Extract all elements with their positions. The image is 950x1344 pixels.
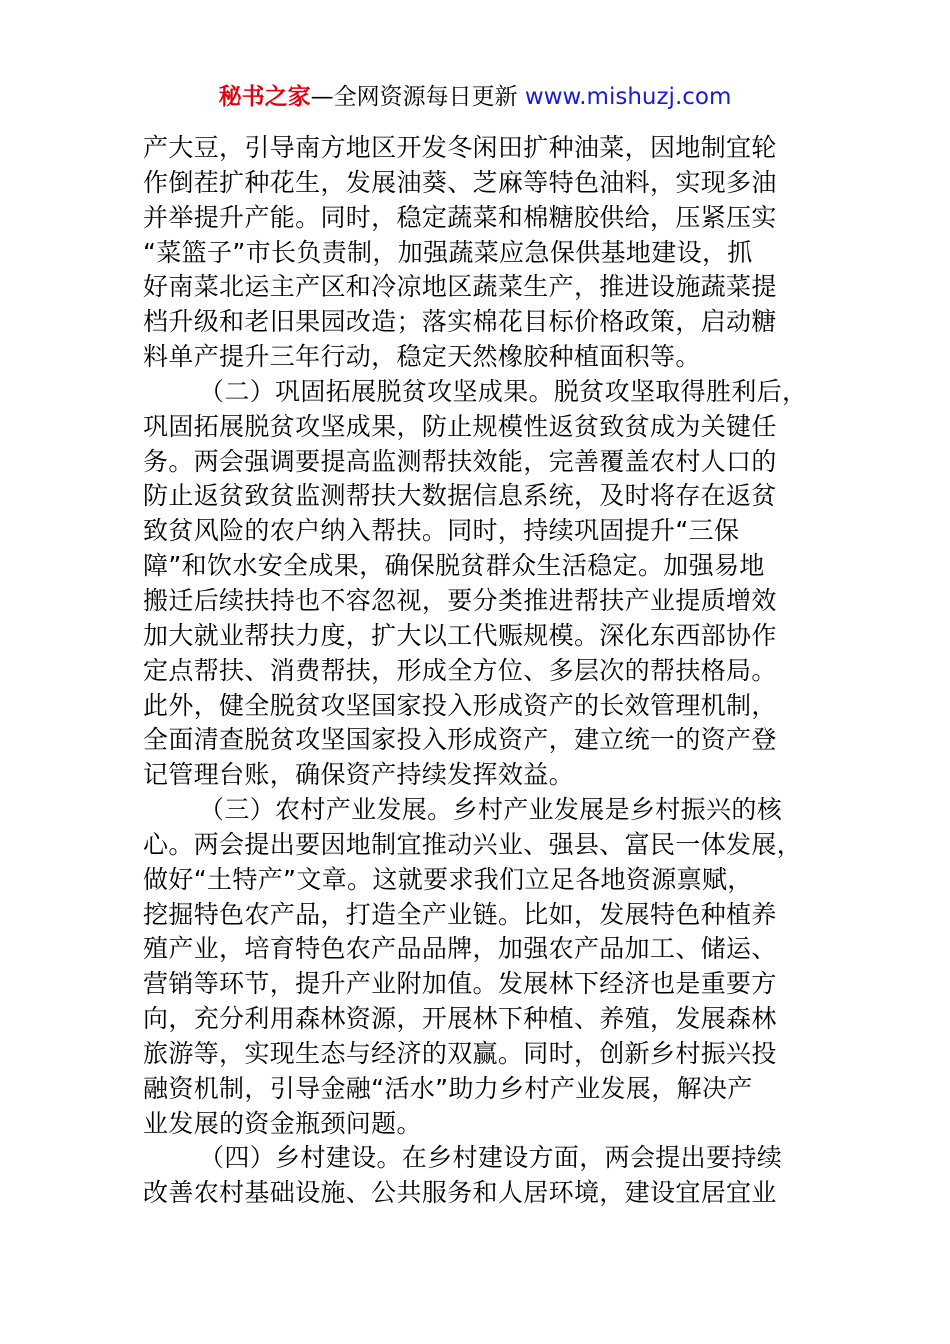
text-line: 做好“土特产”文章。这就要求我们立足各地资源禀赋， xyxy=(143,864,753,894)
text-line: 营销等环节，提升产业附加值。发展林下经济也是重要方 xyxy=(143,969,777,999)
paragraph-start-line: （二）巩固拓展脱贫攻坚成果。脱贫攻坚取得胜利后， xyxy=(199,376,808,406)
text-line: 障”和饮水安全成果，确保脱贫群众生活稳定。加强易地 xyxy=(143,551,765,581)
document-body xyxy=(143,131,833,1211)
site-tagline: —全网资源每日更新 xyxy=(310,84,525,110)
site-url-link[interactable]: www.mishuzj.com xyxy=(524,84,732,110)
text-line: 全面清查脱贫攻坚国家投入形成资产，建立统一的资产登 xyxy=(143,725,777,755)
text-line: 融资机制，引导金融“活水”助力乡村产业发展，解决产 xyxy=(143,1073,753,1103)
page-header xyxy=(0,80,950,114)
text-line: 改善农村基础设施、公共服务和人居环境，建设宜居宜业 xyxy=(143,1178,777,1208)
text-line: 档升级和老旧果园改造；落实棉花目标价格政策，启动糖 xyxy=(143,307,777,337)
text-line: 搬迁后续扶持也不容忽视，要分类推进帮扶产业提质增效 xyxy=(143,585,777,615)
site-brand: 秘书之家 xyxy=(218,84,311,110)
text-line: 向，充分利用森林资源，开展林下种植、养殖，发展森林 xyxy=(143,1004,777,1034)
text-line: 定点帮扶、消费帮扶，形成全方位、多层次的帮扶格局。 xyxy=(143,655,777,685)
text-line: 防止返贫致贫监测帮扶大数据信息系统，及时将存在返贫 xyxy=(143,481,777,511)
text-line: 好南菜北运主产区和冷凉地区蔬菜生产，推进设施蔬菜提 xyxy=(143,272,777,302)
text-line: 作倒茬扩种花生，发展油葵、芝麻等特色油料，实现多油 xyxy=(143,167,777,197)
paragraph-start-line: （四）乡村建设。在乡村建设方面，两会提出要持续 xyxy=(199,1143,783,1173)
text-line: “菜篮子”市长负责制，加强蔬菜应急保供基地建设，抓 xyxy=(143,237,753,267)
text-line: 巩固拓展脱贫攻坚成果，防止规模性返贫致贫成为关键任 xyxy=(143,411,777,441)
text-line: 旅游等，实现生态与经济的双赢。同时，创新乡村振兴投 xyxy=(143,1038,777,1068)
text-line: 业发展的资金瓶颈问题。 xyxy=(143,1108,422,1138)
text-line: 务。两会强调要提高监测帮扶效能，完善覆盖农村人口的 xyxy=(143,446,777,476)
text-line: 记管理台账，确保资产持续发挥效益。 xyxy=(143,760,574,790)
text-line: 心。两会提出要因地制宜推动兴业、强县、富民一体发展， xyxy=(143,829,803,859)
paragraph-start-line: （三）农村产业发展。乡村产业发展是乡村振兴的核 xyxy=(199,795,783,825)
text-line: 料单产提升三年行动，稳定天然橡胶种植面积等。 xyxy=(143,342,701,372)
text-line: 此外，健全脱贫攻坚国家投入形成资产的长效管理机制， xyxy=(143,690,777,720)
text-line: 殖产业，培育特色农产品品牌，加强农产品加工、储运、 xyxy=(143,934,777,964)
text-line: 并举提升产能。同时，稳定蔬菜和棉糖胶供给，压紧压实 xyxy=(143,202,777,232)
text-line: 产大豆，引导南方地区开发冬闲田扩种油菜，因地制宜轮 xyxy=(143,133,777,162)
text-line: 加大就业帮扶力度，扩大以工代赈规模。深化东西部协作 xyxy=(143,620,777,650)
text-line: 致贫风险的农户纳入帮扶。同时，持续巩固提升“三保 xyxy=(143,516,740,546)
text-line: 挖掘特色农产品，打造全产业链。比如，发展特色种植养 xyxy=(143,899,777,929)
